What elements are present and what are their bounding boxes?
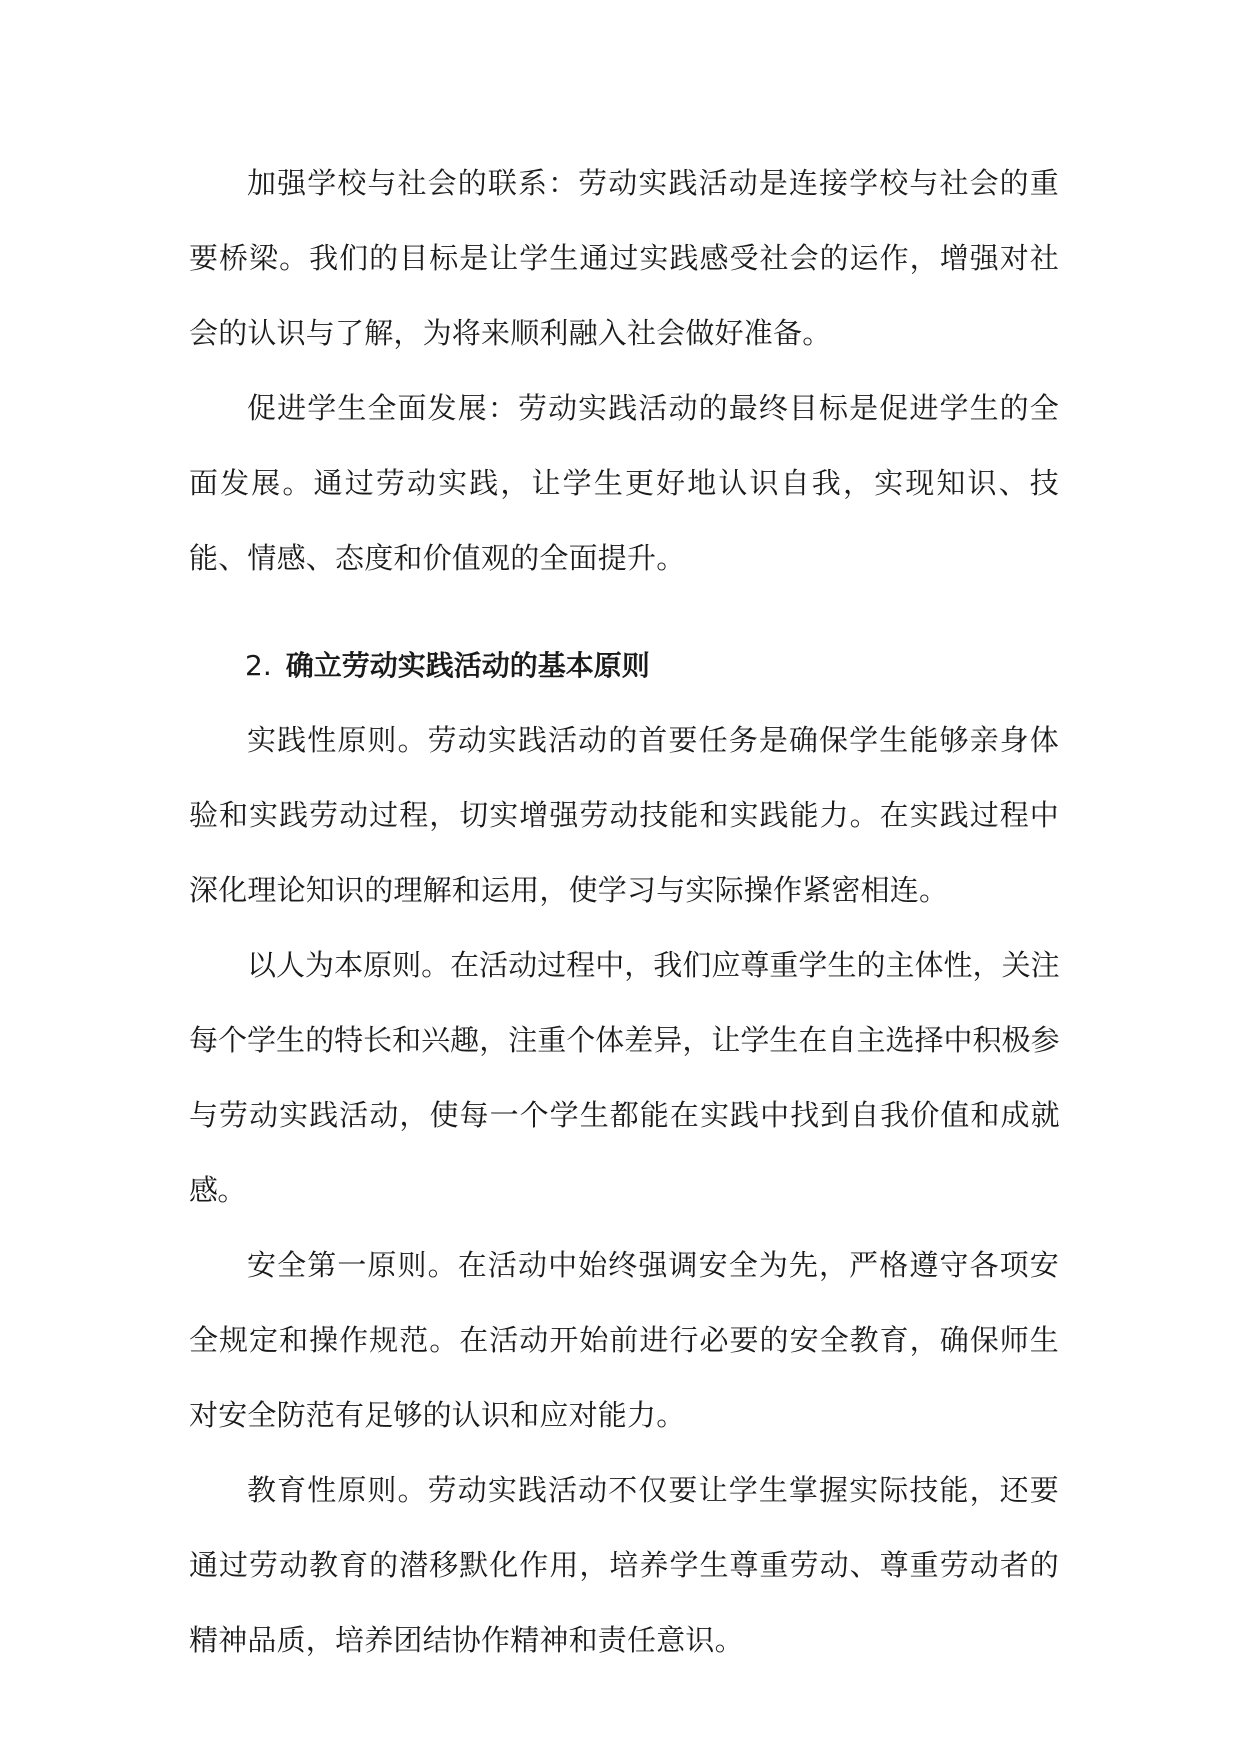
paragraph-all-round-development: 促进学生全面发展：劳动实践活动的最终目标是促进学生的全面发展。通过劳动实践，让学生更好地认识自我，实现知识、技能、情感、态度和价值观的全面提升。 <box>189 391 1059 575</box>
section-title: 确立劳动实践活动的基本原则 <box>285 649 650 682</box>
document-body <box>189 146 1059 1678</box>
paragraph-school-society-link: 加强学校与社会的联系：劳动实践活动是连接学校与社会的重要桥梁。我们的目标是让学生通过实践感受社会的运作，增强对社会的认识与了解，为将来顺利融入社会做好准备。 <box>189 166 1059 350</box>
paragraph-practicality-principle: 实践性原则。劳动实践活动的首要任务是确保学生能够亲身体验和实践劳动过程，切实增强劳动技能和实践能力。在实践过程中深化理论知识的理解和运用，使学习与实际操作紧密相连。 <box>189 723 1059 907</box>
section-heading <box>189 628 1059 703</box>
section-number: 2. <box>245 649 272 682</box>
paragraph-people-oriented-principle: 以人为本原则。在活动过程中，我们应尊重学生的主体性，关注每个学生的特长和兴趣，注重个体差异，让学生在自主选择中积极参与劳动实践活动，使每一个学生都能在实践中找到自我价值和成就感。 <box>189 948 1059 1207</box>
paragraph-safety-first-principle: 安全第一原则。在活动中始终强调安全为先，严格遵守各项安全规定和操作规范。在活动开始前进行必要的安全教育，确保师生对安全防范有足够的认识和应对能力。 <box>189 1248 1059 1432</box>
paragraph-educational-principle: 教育性原则。劳动实践活动不仅要让学生掌握实际技能，还要通过劳动教育的潜移默化作用，培养学生尊重劳动、尊重劳动者的精神品质，培养团结协作精神和责任意识。 <box>189 1473 1059 1657</box>
